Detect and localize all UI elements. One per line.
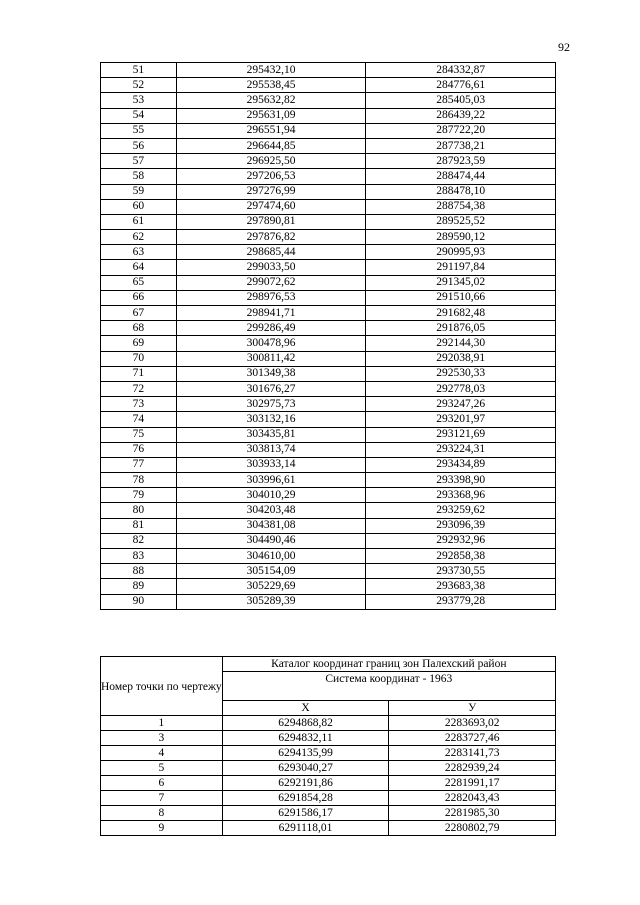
y-coordinate-cell: 2281985,30: [389, 806, 556, 821]
point-number-cell: 65: [101, 275, 177, 290]
y-coordinate-cell: 287923,59: [366, 154, 556, 169]
y-coordinate-cell: 2283141,73: [389, 746, 556, 761]
table-row: [101, 214, 556, 229]
y-coordinate-cell: 2282043,43: [389, 791, 556, 806]
point-number-header: Номер точки по чертежу: [101, 657, 223, 716]
x-coordinate-cell: 6294135,99: [222, 746, 389, 761]
point-number-cell: 64: [101, 260, 177, 275]
y-coordinate-cell: 287738,21: [366, 138, 556, 153]
x-coordinate-cell: 6294868,82: [222, 716, 389, 731]
x-coordinate-cell: 6294832,11: [222, 731, 389, 746]
x-coordinate-cell: 304010,29: [176, 488, 366, 503]
y-coordinate-cell: 288474,44: [366, 169, 556, 184]
table-row: [101, 199, 556, 214]
page-number: 92: [558, 40, 570, 54]
point-number-cell: 51: [101, 63, 177, 78]
x-coordinate-cell: 6293040,27: [222, 761, 389, 776]
table-row: [101, 169, 556, 184]
point-number-cell: 63: [101, 245, 177, 260]
y-coordinate-cell: 291876,05: [366, 321, 556, 336]
table-row: [101, 549, 556, 564]
y-coordinate-cell: 284332,87: [366, 63, 556, 78]
y-coordinate-cell: 292932,96: [366, 533, 556, 548]
point-number-cell: 53: [101, 93, 177, 108]
table-row: [101, 154, 556, 169]
y-coordinate-cell: 292038,91: [366, 351, 556, 366]
y-coordinate-cell: 293683,38: [366, 579, 556, 594]
x-coordinate-cell: 295632,82: [176, 93, 366, 108]
point-number-cell: 56: [101, 138, 177, 153]
x-coordinate-cell: 303132,16: [176, 412, 366, 427]
table-row: [101, 473, 556, 488]
x-coordinate-cell: 303813,74: [176, 442, 366, 457]
y-coordinate-cell: 292530,33: [366, 366, 556, 381]
y-coordinate-cell: 293779,28: [366, 594, 556, 609]
table-row: [101, 366, 556, 381]
y-coordinate-cell: 293201,97: [366, 412, 556, 427]
x-coordinate-cell: 295538,45: [176, 78, 366, 93]
point-number-cell: 77: [101, 457, 177, 472]
point-number-cell: 7: [101, 791, 223, 806]
x-coordinate-cell: 303435,81: [176, 427, 366, 442]
coordinates-catalog-table: [100, 656, 556, 836]
x-coordinate-cell: 301676,27: [176, 381, 366, 396]
x-coordinate-cell: 6291118,01: [222, 821, 389, 836]
table-row: [101, 761, 556, 776]
point-number-cell: 67: [101, 306, 177, 321]
table-row: [101, 306, 556, 321]
table-row: [101, 716, 556, 731]
point-number-cell: 54: [101, 108, 177, 123]
table-row: [101, 564, 556, 579]
y-coordinate-cell: 288754,38: [366, 199, 556, 214]
x-coordinate-cell: 296644,85: [176, 138, 366, 153]
y-coordinate-cell: 291345,02: [366, 275, 556, 290]
table-row: [101, 533, 556, 548]
x-coordinate-cell: 305154,09: [176, 564, 366, 579]
coordinates-table-continued: [100, 62, 556, 610]
table-row: [101, 275, 556, 290]
x-coordinate-cell: 298941,71: [176, 306, 366, 321]
x-coordinate-cell: 300811,42: [176, 351, 366, 366]
point-number-cell: 73: [101, 397, 177, 412]
table-row: [101, 184, 556, 199]
y-coordinate-cell: 293096,39: [366, 518, 556, 533]
table-row: [101, 108, 556, 123]
point-number-cell: 82: [101, 533, 177, 548]
y-coordinate-cell: 291510,66: [366, 290, 556, 305]
table-row: [101, 806, 556, 821]
table-row: [101, 746, 556, 761]
table-row: [101, 321, 556, 336]
y-coordinate-cell: 293730,55: [366, 564, 556, 579]
point-number-cell: 81: [101, 518, 177, 533]
x-coordinate-cell: 299072,62: [176, 275, 366, 290]
point-number-cell: 60: [101, 199, 177, 214]
y-coordinate-cell: 2280802,79: [389, 821, 556, 836]
y-coordinate-cell: 2283693,02: [389, 716, 556, 731]
table-row: [101, 230, 556, 245]
x-coordinate-cell: 6291586,17: [222, 806, 389, 821]
table-row: [101, 731, 556, 746]
x-coordinate-cell: 296925,50: [176, 154, 366, 169]
point-number-cell: 9: [101, 821, 223, 836]
y-coordinate-cell: 289525,52: [366, 214, 556, 229]
y-coordinate-cell: 286439,22: [366, 108, 556, 123]
point-number-cell: 3: [101, 731, 223, 746]
x-coordinate-cell: 304203,48: [176, 503, 366, 518]
y-coordinate-cell: 293259,62: [366, 503, 556, 518]
point-number-cell: 52: [101, 78, 177, 93]
table-row: [101, 351, 556, 366]
x-coordinate-cell: 6292191,86: [222, 776, 389, 791]
y-coordinate-cell: 293368,96: [366, 488, 556, 503]
point-number-cell: 71: [101, 366, 177, 381]
point-number-cell: 88: [101, 564, 177, 579]
table-row: [101, 821, 556, 836]
x-coordinate-cell: 298685,44: [176, 245, 366, 260]
x-coordinate-cell: 299033,50: [176, 260, 366, 275]
table-row: [101, 457, 556, 472]
x-coordinate-cell: 299286,49: [176, 321, 366, 336]
x-coordinate-cell: 297276,99: [176, 184, 366, 199]
point-number-cell: 6: [101, 776, 223, 791]
y-coordinate-cell: 292778,03: [366, 381, 556, 396]
point-number-cell: 75: [101, 427, 177, 442]
point-number-cell: 69: [101, 336, 177, 351]
y-coordinate-cell: 293121,69: [366, 427, 556, 442]
point-number-cell: 59: [101, 184, 177, 199]
point-number-cell: 76: [101, 442, 177, 457]
point-number-cell: 58: [101, 169, 177, 184]
table-row: [101, 336, 556, 351]
y-coordinate-cell: 2282939,24: [389, 761, 556, 776]
table-row: [101, 138, 556, 153]
y-coordinate-cell: 292858,38: [366, 549, 556, 564]
table-row: [101, 245, 556, 260]
x-coordinate-cell: 301349,38: [176, 366, 366, 381]
table-row: [101, 290, 556, 305]
x-coordinate-cell: 298976,53: [176, 290, 366, 305]
table-row: [101, 503, 556, 518]
y-coordinate-cell: 292144,30: [366, 336, 556, 351]
point-number-cell: 5: [101, 761, 223, 776]
x-coordinate-cell: 303996,61: [176, 473, 366, 488]
point-number-cell: 70: [101, 351, 177, 366]
x-coordinate-cell: 302975,73: [176, 397, 366, 412]
y-coordinate-cell: 2281991,17: [389, 776, 556, 791]
table-row: [101, 93, 556, 108]
x-coordinate-cell: 300478,96: [176, 336, 366, 351]
x-coordinate-cell: 6291854,28: [222, 791, 389, 806]
x-coordinate-cell: 305289,39: [176, 594, 366, 609]
y-coordinate-cell: 289590,12: [366, 230, 556, 245]
point-number-cell: 83: [101, 549, 177, 564]
point-number-cell: 90: [101, 594, 177, 609]
y-coordinate-cell: 287722,20: [366, 123, 556, 138]
table-row: [101, 78, 556, 93]
point-number-cell: 62: [101, 230, 177, 245]
point-number-cell: 68: [101, 321, 177, 336]
point-number-cell: 1: [101, 716, 223, 731]
table-row: [101, 412, 556, 427]
y-coordinate-cell: 293398,90: [366, 473, 556, 488]
x-coordinate-cell: 304490,46: [176, 533, 366, 548]
y-coordinate-cell: 2283727,46: [389, 731, 556, 746]
coordinate-system-title: Система координат - 1963: [222, 672, 555, 701]
y-coordinate-cell: 288478,10: [366, 184, 556, 199]
x-coordinate-cell: 297876,82: [176, 230, 366, 245]
y-coordinate-cell: 291197,84: [366, 260, 556, 275]
table-row: [101, 63, 556, 78]
x-coordinate-cell: 295432,10: [176, 63, 366, 78]
table-row: [101, 381, 556, 396]
table-row: [101, 579, 556, 594]
point-number-cell: 72: [101, 381, 177, 396]
column-y-header: У: [389, 701, 556, 716]
y-coordinate-cell: 293434,89: [366, 457, 556, 472]
table-row: [101, 442, 556, 457]
table-row: [101, 123, 556, 138]
x-coordinate-cell: 303933,14: [176, 457, 366, 472]
x-coordinate-cell: 297474,60: [176, 199, 366, 214]
header-row-catalog: [101, 657, 556, 672]
point-number-cell: 4: [101, 746, 223, 761]
point-number-cell: 66: [101, 290, 177, 305]
y-coordinate-cell: 290995,93: [366, 245, 556, 260]
table-row: [101, 427, 556, 442]
point-number-cell: 61: [101, 214, 177, 229]
x-coordinate-cell: 297890,81: [176, 214, 366, 229]
point-number-cell: 89: [101, 579, 177, 594]
table-row: [101, 518, 556, 533]
y-coordinate-cell: 285405,03: [366, 93, 556, 108]
x-coordinate-cell: 304381,08: [176, 518, 366, 533]
point-number-cell: 55: [101, 123, 177, 138]
point-number-cell: 74: [101, 412, 177, 427]
x-coordinate-cell: 304610,00: [176, 549, 366, 564]
x-coordinate-cell: 297206,53: [176, 169, 366, 184]
table-row: [101, 397, 556, 412]
point-number-cell: 57: [101, 154, 177, 169]
table-row: [101, 776, 556, 791]
point-number-cell: 8: [101, 806, 223, 821]
table-row: [101, 260, 556, 275]
column-x-header: X: [222, 701, 389, 716]
table-row: [101, 594, 556, 609]
y-coordinate-cell: 291682,48: [366, 306, 556, 321]
catalog-title: Каталог координат границ зон Палехский район: [222, 657, 555, 672]
y-coordinate-cell: 293224,31: [366, 442, 556, 457]
x-coordinate-cell: 295631,09: [176, 108, 366, 123]
point-number-cell: 79: [101, 488, 177, 503]
x-coordinate-cell: 305229,69: [176, 579, 366, 594]
point-number-cell: 78: [101, 473, 177, 488]
point-number-cell: 80: [101, 503, 177, 518]
y-coordinate-cell: 284776,61: [366, 78, 556, 93]
x-coordinate-cell: 296551,94: [176, 123, 366, 138]
y-coordinate-cell: 293247,26: [366, 397, 556, 412]
table-row: [101, 791, 556, 806]
table-row: [101, 488, 556, 503]
